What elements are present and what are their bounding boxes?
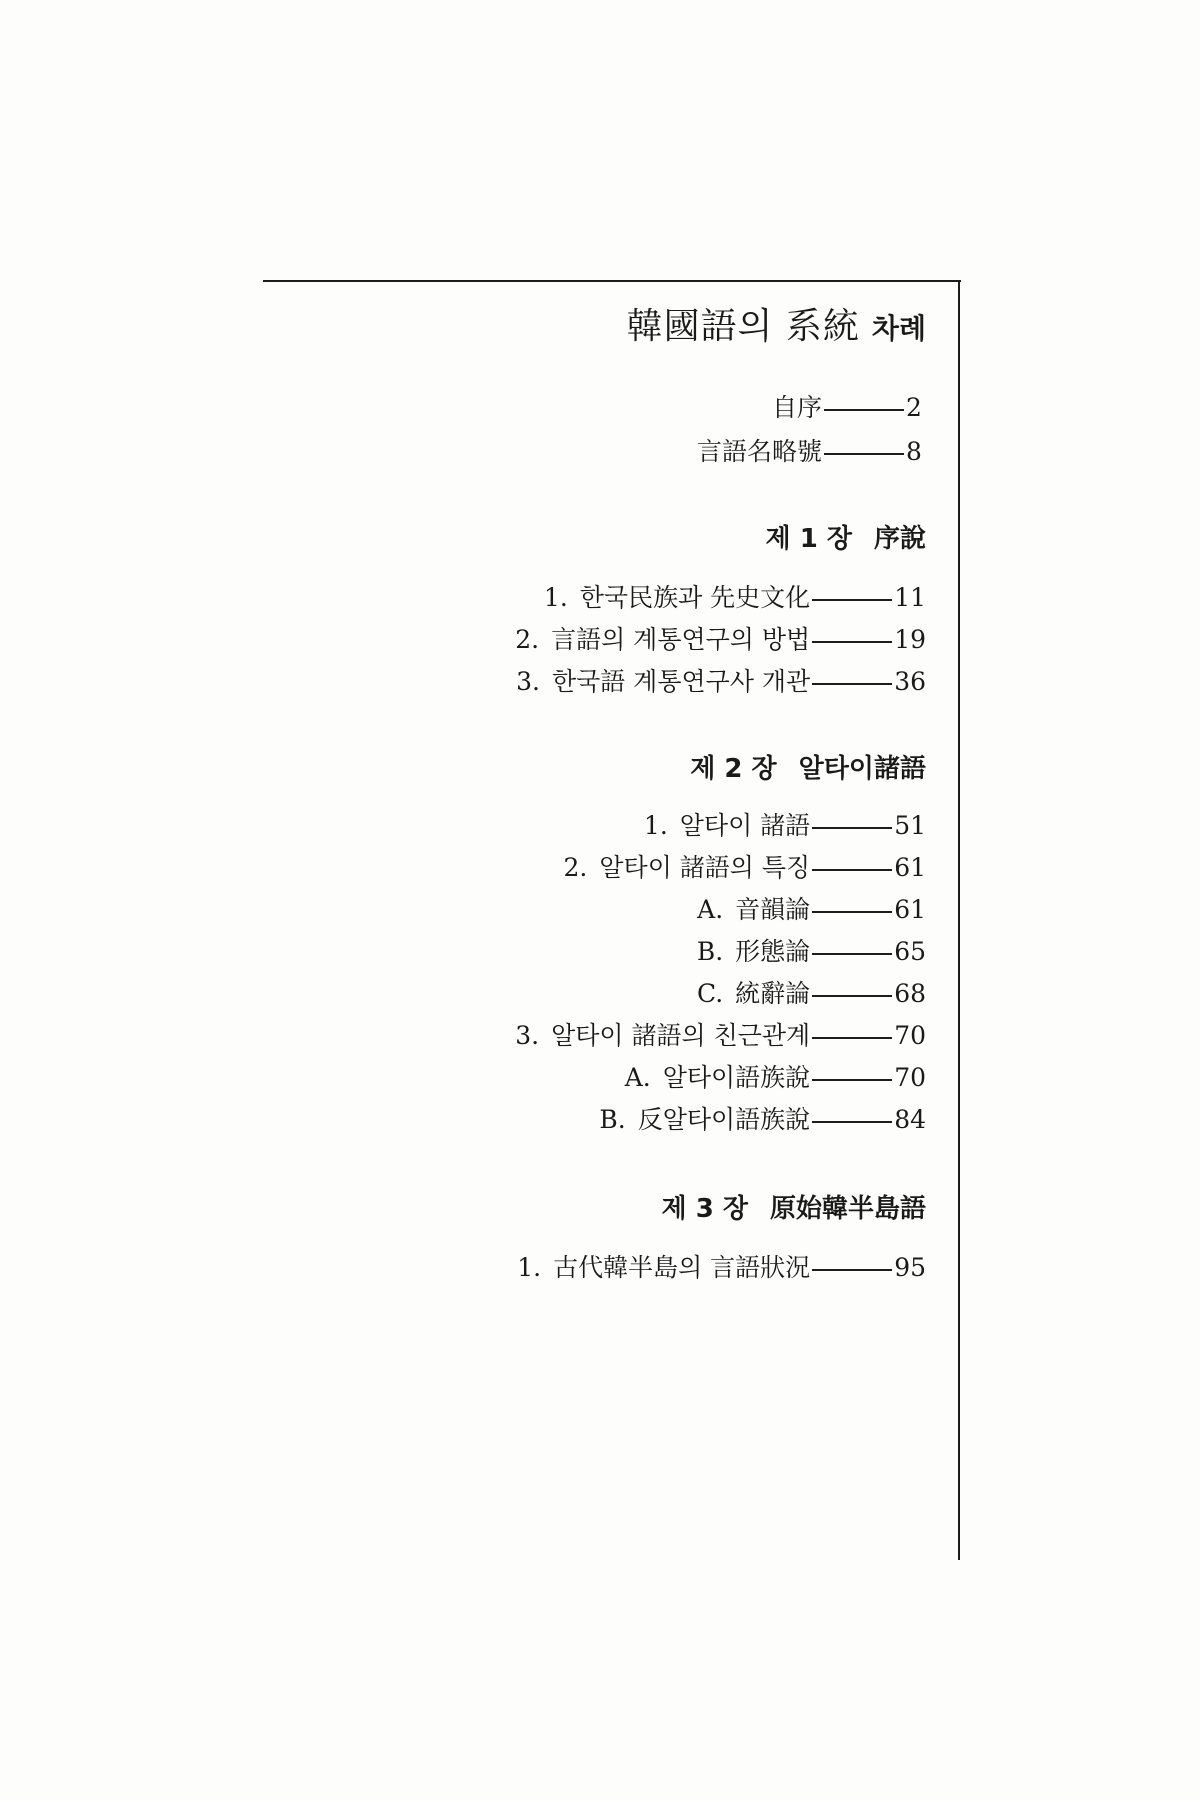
- toc-entry-abbreviations: [697, 436, 926, 468]
- toc-subentry: [599, 1104, 926, 1136]
- contents-label: 차례: [871, 312, 926, 345]
- page-number: 84: [894, 1105, 926, 1134]
- page-number: 11: [894, 583, 926, 612]
- page-number: 65: [894, 937, 926, 966]
- toc-entry: [644, 810, 926, 842]
- page-number: 70: [894, 1021, 926, 1050]
- toc-entry: [516, 666, 926, 698]
- toc-entry-preface: [772, 392, 926, 424]
- page-number: 36: [894, 667, 926, 696]
- entry-number: 1.: [517, 1253, 542, 1282]
- toc-entry: [517, 1252, 926, 1284]
- toc-subentry: [697, 894, 926, 926]
- dot-leader: [812, 683, 892, 685]
- chapter-heading-3: [662, 1192, 926, 1226]
- toc-entry: [515, 1020, 926, 1052]
- entry-number: B.: [599, 1105, 626, 1134]
- page-title: [627, 298, 926, 349]
- entry-label: 한국民族과 先史文化: [579, 583, 811, 612]
- entry-label: 自序: [771, 393, 822, 422]
- book-title: 韓國語의 系統: [626, 306, 860, 347]
- entry-label: 알타이 諸語의 친근관계: [551, 1021, 811, 1050]
- toc-subentry: [625, 1062, 926, 1094]
- right-rule: [958, 282, 960, 1560]
- entry-label: 統辭論: [735, 979, 811, 1008]
- toc-subentry: [697, 978, 926, 1010]
- entry-number: 2.: [515, 625, 540, 654]
- dot-leader: [824, 453, 904, 455]
- entry-number: 1.: [643, 811, 668, 840]
- chapter-title: 原始韓半島語: [769, 1194, 926, 1224]
- page-number: 95: [894, 1253, 926, 1282]
- page-number: 70: [894, 1063, 926, 1092]
- entry-label: 古代韓半島의 言語狀況: [553, 1253, 811, 1282]
- dot-leader: [812, 869, 892, 871]
- dot-leader: [824, 409, 904, 411]
- page-number: 61: [894, 853, 926, 882]
- entry-number: 3.: [516, 667, 540, 696]
- toc-subentry: [697, 936, 926, 968]
- toc-entry: [544, 582, 926, 614]
- entry-label: 言語의 계통연구의 방법: [551, 625, 811, 654]
- page-number: 61: [894, 895, 926, 924]
- entry-number: 2.: [563, 853, 588, 882]
- page-number: 68: [894, 979, 926, 1008]
- dot-leader: [812, 1269, 892, 1271]
- entry-label: 形態論: [735, 937, 811, 966]
- entry-number: A.: [624, 1063, 651, 1092]
- chapter-title: 序說: [873, 524, 926, 554]
- chapter-heading-1: [766, 522, 926, 556]
- dot-leader: [812, 1037, 892, 1039]
- entry-label: 알타이 諸語의 특징: [599, 853, 811, 882]
- dot-leader: [812, 599, 892, 601]
- entry-number: 1.: [543, 583, 568, 612]
- entry-label: 알타이 諸語: [679, 811, 811, 840]
- entry-number: A.: [697, 895, 724, 924]
- dot-leader: [812, 953, 892, 955]
- chapter-number: 제 3 장: [661, 1194, 748, 1224]
- dot-leader: [812, 911, 892, 913]
- entry-label: 한국語 계통연구사 개관: [551, 667, 811, 696]
- top-rule: [263, 280, 961, 282]
- entry-label: 音韻論: [735, 895, 811, 924]
- page-number: 19: [894, 625, 926, 654]
- entry-number: 3.: [515, 1021, 540, 1050]
- chapter-title: 알타이諸語: [798, 754, 926, 784]
- entry-label: 反알타이語族說: [637, 1105, 811, 1134]
- page-number: 8: [906, 437, 922, 466]
- entry-number: C.: [696, 979, 724, 1008]
- dot-leader: [812, 1121, 892, 1123]
- dot-leader: [812, 641, 892, 643]
- dot-leader: [812, 827, 892, 829]
- dot-leader: [812, 1079, 892, 1081]
- chapter-number: 제 2 장: [690, 754, 777, 784]
- page-number: 51: [894, 811, 926, 840]
- chapter-heading-2: [690, 752, 926, 786]
- entry-label: 알타이語族說: [662, 1063, 811, 1092]
- entry-label: 言語名略號: [696, 437, 822, 466]
- dot-leader: [812, 995, 892, 997]
- page-number: 2: [906, 393, 922, 422]
- toc-entry: [515, 624, 926, 656]
- toc-entry: [564, 852, 926, 884]
- entry-number: B.: [696, 937, 724, 966]
- chapter-number: 제 1 장: [765, 524, 852, 554]
